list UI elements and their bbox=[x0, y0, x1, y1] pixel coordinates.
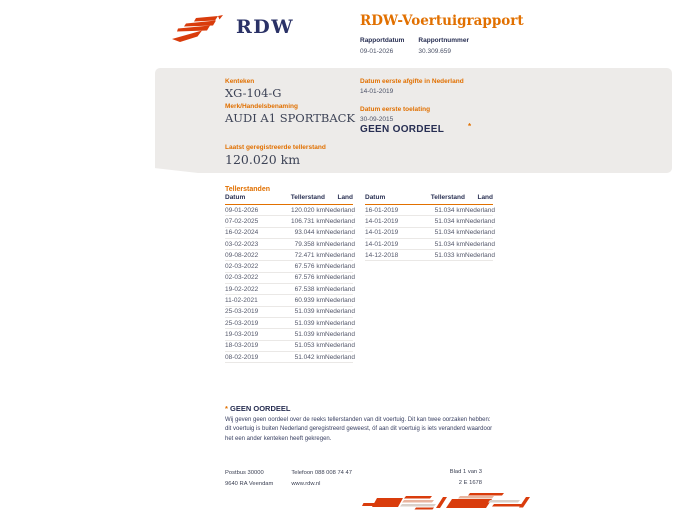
cell-land: Nederland bbox=[325, 330, 355, 338]
cell-datum: 07-02-2025 bbox=[225, 217, 259, 225]
column-header-datum: Datum bbox=[365, 194, 386, 201]
cell-land: Nederland bbox=[465, 217, 495, 225]
table-header bbox=[225, 194, 353, 205]
cell-land: Nederland bbox=[465, 206, 495, 214]
tellerstanden-table-left bbox=[225, 194, 353, 363]
toelating-value: 30-09-2015 bbox=[360, 115, 394, 123]
table-row bbox=[365, 216, 493, 227]
cell-datum: 18-03-2019 bbox=[225, 342, 259, 350]
cell-land: Nederland bbox=[465, 240, 495, 248]
table-row bbox=[225, 273, 353, 284]
cell-tellerstand: 67.576 km bbox=[294, 263, 325, 271]
cell-datum: 14-01-2019 bbox=[365, 217, 399, 225]
cell-land: Nederland bbox=[325, 274, 355, 282]
cell-tellerstand: 51.034 km bbox=[434, 206, 465, 214]
report-number-label: Rapportnummer bbox=[418, 37, 469, 44]
afgifte-value: 14-01-2019 bbox=[360, 87, 394, 95]
kenteken-label: Kenteken bbox=[225, 78, 255, 85]
table-header bbox=[365, 194, 493, 205]
cell-datum: 14-01-2019 bbox=[365, 240, 399, 248]
footer-address bbox=[225, 468, 273, 490]
cell-tellerstand: 67.576 km bbox=[294, 274, 325, 282]
cell-land: Nederland bbox=[325, 285, 355, 293]
report-number-value: 30.309.659 bbox=[418, 47, 451, 55]
footer-city: 9640 RA Veendam bbox=[225, 481, 274, 487]
column-header-land: Land bbox=[337, 194, 353, 201]
report-date-block bbox=[360, 37, 404, 55]
cell-land: Nederland bbox=[325, 229, 355, 237]
column-header-tellerstand: Tellerstand bbox=[430, 194, 465, 201]
table-row bbox=[225, 239, 353, 250]
cell-tellerstand: 51.034 km bbox=[434, 217, 465, 225]
rdw-wordmark: RDW bbox=[236, 16, 295, 38]
merk-label: Merk/Handelsbenaming bbox=[225, 103, 298, 110]
column-header-tellerstand: Tellerstand bbox=[290, 194, 325, 201]
cell-datum: 02-03-2022 bbox=[225, 274, 259, 282]
cell-land: Nederland bbox=[325, 240, 355, 248]
table-row bbox=[225, 228, 353, 239]
cell-land: Nederland bbox=[325, 308, 355, 316]
cell-land: Nederland bbox=[325, 206, 355, 214]
footer-contact bbox=[225, 468, 352, 490]
footer-postbus: Postbus 30000 bbox=[225, 470, 264, 476]
cell-datum: 16-02-2024 bbox=[225, 229, 259, 237]
rdw-stripes-graphic-icon bbox=[362, 493, 532, 513]
cell-datum: 08-02-2019 bbox=[225, 353, 259, 361]
table-row bbox=[225, 250, 353, 261]
footnote-title bbox=[225, 404, 497, 413]
cell-datum: 14-12-2018 bbox=[365, 251, 399, 259]
cell-tellerstand: 51.039 km bbox=[294, 330, 325, 338]
panel-corner-cut bbox=[154, 168, 207, 174]
table-row bbox=[365, 250, 493, 261]
cell-datum: 02-03-2022 bbox=[225, 263, 259, 271]
cell-tellerstand: 93.044 km bbox=[294, 229, 325, 237]
cell-tellerstand: 67.538 km bbox=[294, 285, 325, 293]
cell-datum: 16-01-2019 bbox=[365, 206, 399, 214]
table-row bbox=[225, 352, 353, 363]
table-body bbox=[225, 205, 353, 363]
afgifte-label: Datum eerste afgifte in Nederland bbox=[360, 78, 464, 85]
cell-land: Nederland bbox=[325, 297, 355, 305]
table-row bbox=[365, 205, 493, 216]
form-code: 2 E 1678 bbox=[458, 480, 482, 486]
report-date-value: 09-01-2026 bbox=[360, 47, 394, 55]
cell-tellerstand: 51.053 km bbox=[294, 342, 325, 350]
vehicle-summary-panel bbox=[155, 68, 672, 173]
cell-tellerstand: 79.358 km bbox=[294, 240, 325, 248]
table-row bbox=[225, 216, 353, 227]
report-meta bbox=[360, 37, 469, 55]
column-header-datum: Datum bbox=[225, 194, 246, 201]
oordeel-status: GEEN OORDEEL bbox=[360, 124, 445, 135]
table-row bbox=[225, 341, 353, 352]
cell-tellerstand: 106.731 km bbox=[291, 217, 325, 225]
table-row bbox=[225, 318, 353, 329]
table-row bbox=[225, 284, 353, 295]
column-header-land: Land bbox=[477, 194, 493, 201]
cell-tellerstand: 51.042 km bbox=[294, 353, 325, 361]
report-date-label: Rapportdatum bbox=[360, 37, 405, 44]
cell-datum: 25-03-2019 bbox=[225, 319, 259, 327]
tellerstand-label: Laatst geregistreerde tellerstand bbox=[225, 144, 326, 151]
table-row bbox=[225, 329, 353, 340]
cell-land: Nederland bbox=[325, 263, 355, 271]
footer-pageref bbox=[434, 467, 482, 489]
footnote-text: Wij geven geen oordeel over de reeks tellerstanden van dit voertuig. Dit kan twee oorzaken hebben: dit voertuig is buiten Nederland geregistreerd geweest, óf aan dit voertuig is iets veranderd waardoor het een ander kenteken heeft gekregen. bbox=[225, 417, 493, 442]
cell-land: Nederland bbox=[325, 251, 355, 259]
table-row bbox=[225, 261, 353, 272]
tellerstanden-section-title: Tellerstanden bbox=[225, 186, 270, 193]
footer-website: www.rdw.nl bbox=[291, 481, 321, 487]
cell-tellerstand: 51.034 km bbox=[434, 229, 465, 237]
oordeel-asterisk: * bbox=[468, 122, 472, 131]
table-body bbox=[365, 205, 493, 261]
cell-datum: 09-01-2026 bbox=[225, 206, 259, 214]
cell-land: Nederland bbox=[465, 229, 495, 237]
rdw-logo-icon bbox=[172, 15, 230, 45]
report-number-block bbox=[418, 37, 469, 55]
page-title: RDW-Voertuigrapport bbox=[360, 13, 524, 29]
cell-datum: 19-03-2019 bbox=[225, 330, 259, 338]
merk-value: AUDI A1 SPORTBACK bbox=[225, 111, 356, 125]
cell-datum: 11-02-2021 bbox=[225, 297, 258, 305]
cell-datum: 19-02-2022 bbox=[225, 285, 259, 293]
cell-tellerstand: 51.039 km bbox=[294, 308, 325, 316]
cell-tellerstand: 51.033 km bbox=[434, 251, 465, 259]
page-number: Blad 1 van 3 bbox=[449, 469, 482, 475]
cell-datum: 09-08-2022 bbox=[225, 251, 259, 259]
cell-land: Nederland bbox=[325, 217, 355, 225]
table-row bbox=[225, 295, 353, 306]
footnote-asterisk: * bbox=[225, 404, 228, 413]
cell-tellerstand: 51.039 km bbox=[294, 319, 325, 327]
table-row bbox=[225, 205, 353, 216]
cell-land: Nederland bbox=[325, 353, 355, 361]
cell-tellerstand: 120.020 km bbox=[291, 206, 325, 214]
footer-phone: Telefoon 088 008 74 47 bbox=[291, 470, 352, 476]
cell-land: Nederland bbox=[325, 342, 355, 350]
footnote-title-text: GEEN OORDEEL bbox=[230, 404, 291, 413]
cell-tellerstand: 51.034 km bbox=[434, 240, 465, 248]
cell-land: Nederland bbox=[325, 319, 355, 327]
table-row bbox=[365, 228, 493, 239]
kenteken-value: XG-104-G bbox=[225, 86, 282, 100]
cell-tellerstand: 72.471 km bbox=[294, 251, 325, 259]
cell-tellerstand: 60.939 km bbox=[294, 297, 325, 305]
tellerstanden-table-right bbox=[365, 194, 493, 261]
toelating-label: Datum eerste toelating bbox=[360, 106, 431, 113]
table-row bbox=[225, 307, 353, 318]
tellerstand-value: 120.020 km bbox=[225, 152, 301, 167]
footnote bbox=[225, 404, 497, 444]
cell-land: Nederland bbox=[465, 251, 495, 259]
table-row bbox=[365, 239, 493, 250]
cell-datum: 14-01-2019 bbox=[365, 229, 399, 237]
cell-datum: 25-03-2019 bbox=[225, 308, 259, 316]
cell-datum: 03-02-2023 bbox=[225, 240, 259, 248]
footer-contact-col bbox=[291, 468, 352, 490]
